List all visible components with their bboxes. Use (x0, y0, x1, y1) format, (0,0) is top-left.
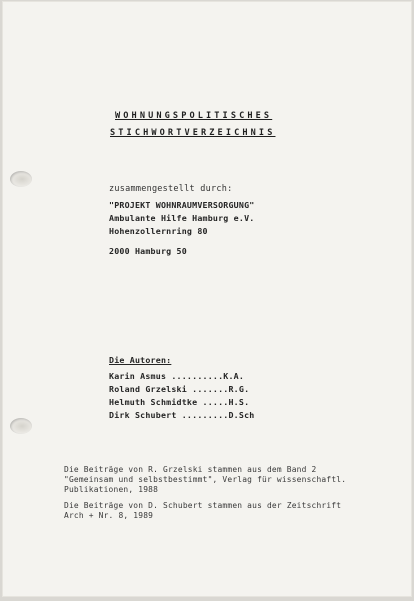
note-grzelski-line: Publikationen, 1988 (64, 485, 159, 494)
note-schubert-line: Arch + Nr. 8, 1989 (64, 511, 154, 520)
title-line-2: STICHWORTVERZEICHNIS (110, 128, 276, 138)
compiled-by-label: zusammengestellt durch: (109, 184, 233, 194)
document-page (2, 1, 412, 597)
organization-name: "PROJEKT WOHNRAUMVERSORGUNG" (109, 200, 255, 210)
note-grzelski-line: Die Beiträge von R. Grzelski stammen aus dem Band 2 (64, 465, 317, 474)
authors-heading: Die Autoren: (109, 355, 172, 365)
author-entry: Roland Grzelski .......R.G. (109, 384, 250, 394)
address-street: Hohenzollernring 80 (109, 226, 208, 236)
organization-subtitle: Ambulante Hilfe Hamburg e.V. (109, 213, 255, 223)
address-city: 2000 Hamburg 50 (109, 246, 187, 256)
author-entry: Dirk Schubert .........D.Sch (109, 410, 255, 420)
note-schubert-line: Die Beiträge von D. Schubert stammen aus der Zeitschrift (64, 501, 342, 510)
punch-hole-bottom (10, 418, 32, 434)
author-entry: Helmuth Schmidtke .....H.S. (109, 397, 250, 407)
author-entry: Karin Asmus ..........K.A. (109, 371, 245, 381)
punch-hole-top (10, 171, 32, 187)
note-grzelski-line: "Gemeinsam und selbstbestimmt", Verlag für wissenschaftl. (64, 475, 347, 484)
title-line-1: WOHNUNGSPOLITISCHES (115, 111, 273, 121)
